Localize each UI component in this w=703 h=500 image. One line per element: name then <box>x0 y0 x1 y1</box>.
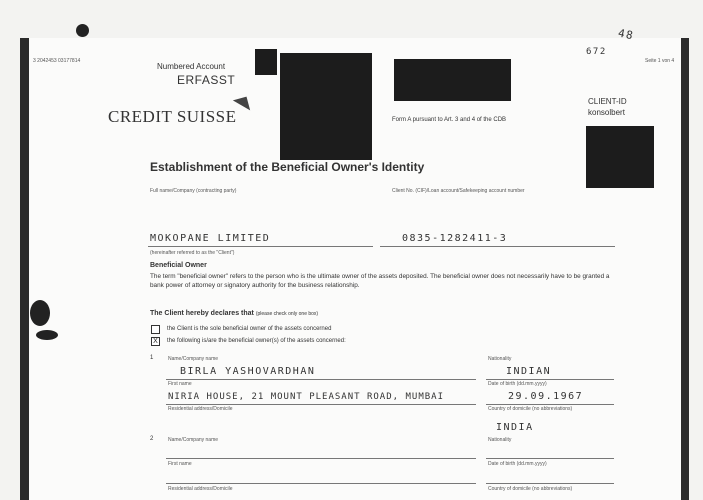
erfasst-stamp: ERFASST <box>177 73 236 87</box>
declares-heading <box>150 310 318 317</box>
field-line <box>380 246 615 247</box>
form-reference: Form A pursuant to Art. 3 and 4 of the CDB <box>392 117 507 123</box>
field-line <box>148 246 373 247</box>
binder-edge-left <box>20 38 29 500</box>
owner-dob-value: 29.09.1967 <box>508 391 584 402</box>
beneficial-owner-heading: Beneficial Owner <box>150 262 207 269</box>
numbered-account-label: Numbered Account <box>157 62 226 71</box>
handwritten-note: 48 <box>616 26 636 43</box>
field-line <box>166 483 476 484</box>
redaction-block <box>394 59 511 101</box>
contracting-party-caption: Full name/Company (contracting party) <box>150 188 237 194</box>
client-number-caption: Client No. (CIF)/Loan account/Safekeeping account number <box>392 188 525 194</box>
field-line <box>486 404 614 405</box>
option-other-owners-label: the following is/are the beneficial owner(s) of the assets concerned: <box>167 338 346 344</box>
owner-address-value: NIRIA HOUSE, 21 MOUNT PLEASANT ROAD, MUMBAI <box>168 392 444 402</box>
owner-number: 1 <box>150 355 154 361</box>
name-caption: Name/Company name <box>168 356 219 362</box>
field-line <box>166 404 476 405</box>
redaction-block <box>255 49 277 75</box>
field-line <box>486 458 614 459</box>
dob-caption: Date of birth (dd.mm.yyyy) <box>488 381 547 387</box>
address-caption: Residential address/Domicile <box>168 406 233 412</box>
form-title: Establishment of the Beneficial Owner's Identity <box>150 160 425 174</box>
field-line <box>166 458 476 459</box>
firstname-caption: First name <box>168 461 192 467</box>
client-id-stamp: CLIENT-ID <box>588 97 627 106</box>
client-id-stamp-value: konsolbert <box>588 108 625 117</box>
redaction-block <box>586 126 654 188</box>
handwritten-note: 672 <box>586 47 607 57</box>
owner-name-value: BIRLA YASHOVARDHAN <box>180 366 316 377</box>
field-line <box>166 379 476 380</box>
redaction-block <box>280 53 372 160</box>
dob-caption: Date of birth (dd.mm.yyyy) <box>488 461 547 467</box>
binder-edge-right <box>681 38 689 500</box>
field-line <box>486 483 614 484</box>
declares-heading-text: The Client hereby declares that <box>150 310 254 317</box>
firstname-caption: First name <box>168 381 192 387</box>
nationality-caption: Nationality <box>488 356 512 362</box>
owner-number: 2 <box>150 436 154 442</box>
nationality-caption: Nationality <box>488 437 512 443</box>
hereinafter-caption: (hereinafter referred to as the "Client") <box>150 250 235 256</box>
page-number: Seite 1 von 4 <box>645 58 675 64</box>
beneficial-owner-definition: The term "beneficial owner" refers to the person who is the ultimate owner of the assets deposited. The beneficial owner does not necessarily have to be granted a bank power of attorney or signatory authority for the business relationship. <box>150 273 610 289</box>
owner-nationality-value: INDIAN <box>506 366 552 377</box>
country-caption: Country of domicile (no abbreviations) <box>488 406 573 412</box>
name-caption: Name/Company name <box>168 437 219 443</box>
option-other-owners-checkbox[interactable]: X <box>151 337 160 346</box>
client-number-value: 0835-1282411-3 <box>402 233 508 244</box>
punch-hole <box>76 24 89 37</box>
contracting-party-value: MOKOPANE LIMITED <box>150 233 271 244</box>
declares-hint: (please check only one box) <box>255 311 319 317</box>
field-line <box>486 379 614 380</box>
punch-hole <box>30 300 50 326</box>
option-sole-owner-checkbox[interactable] <box>151 325 160 334</box>
punch-hole <box>36 330 58 340</box>
reference-code: 3 2042453 03177814 <box>33 58 81 64</box>
owner-country-value: INDIA <box>496 422 534 433</box>
option-sole-owner-label: the Client is the sole beneficial owner of the assets concerned <box>167 326 332 332</box>
address-caption: Residential address/Domicile <box>168 486 233 492</box>
brand-logo: CREDIT SUISSE <box>108 107 237 126</box>
country-caption: Country of domicile (no abbreviations) <box>488 486 573 492</box>
